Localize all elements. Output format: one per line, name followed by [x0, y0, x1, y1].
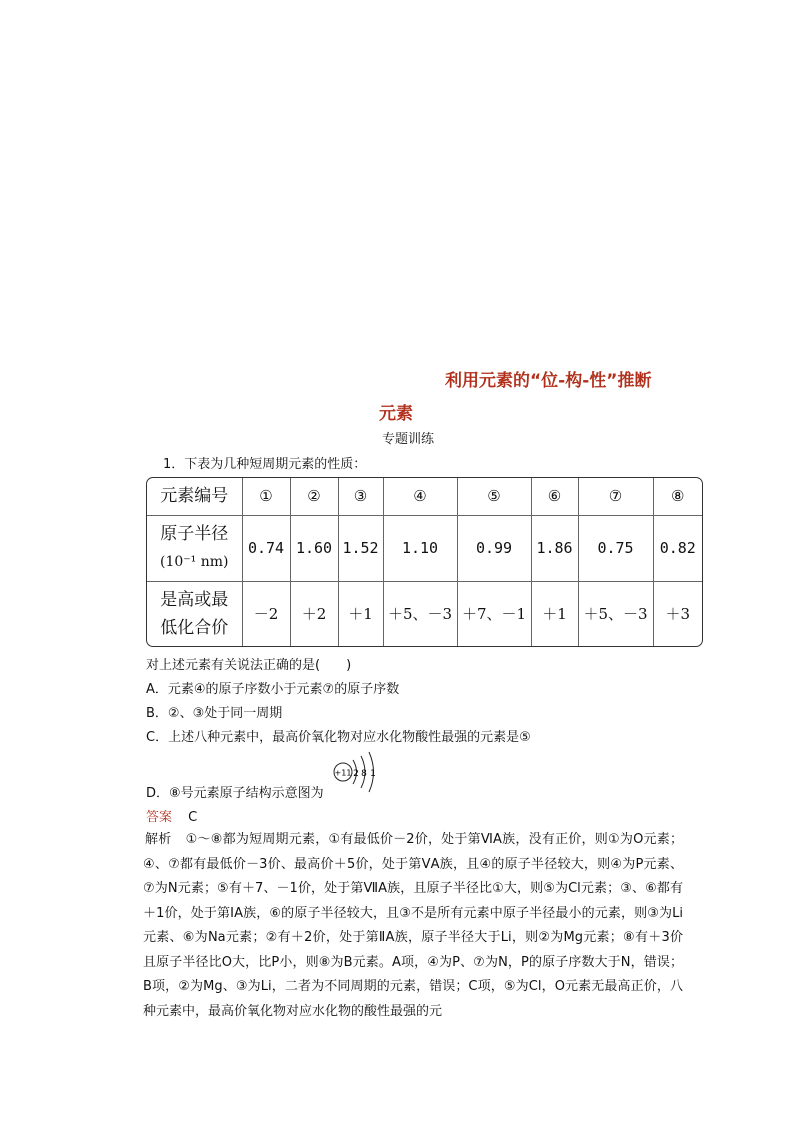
answer-label: 答案 — [146, 810, 173, 825]
table-cell: ③ — [338, 478, 383, 515]
table-cell: 0.99 — [457, 515, 531, 581]
table-cell: 1.10 — [383, 515, 457, 581]
table-cell: 1.60 — [290, 515, 338, 581]
table-cell: 0.82 — [653, 515, 702, 581]
table-row-atomic-radius — [147, 515, 702, 581]
element-properties-table — [146, 477, 703, 647]
table-cell: 0.74 — [242, 515, 290, 581]
atomic-structure-diagram — [330, 748, 386, 798]
table-cell: ⑤ — [457, 478, 531, 515]
table-cell: －2 — [242, 581, 290, 646]
table-cell: ② — [290, 478, 338, 515]
table-cell: 0.75 — [578, 515, 653, 581]
table-cell: ⑥ — [531, 478, 578, 515]
subtitle: 专题训练 — [382, 432, 435, 447]
table-cell: 1.86 — [531, 515, 578, 581]
table-cell: ① — [242, 478, 290, 515]
title-line1: 利用元素的“位-构-性”推断 — [445, 371, 652, 391]
table-cell: ⑦ — [578, 478, 653, 515]
answer-value: C — [188, 810, 198, 825]
question-text: 1．下表为几种短周期元素的性质： — [163, 457, 367, 472]
row-header: 原子半径 (10⁻¹ nm) — [147, 515, 242, 581]
table-cell: ＋1 — [531, 581, 578, 646]
analysis-text: ①～⑧都为短周期元素，①有最低价－2价，处于第ⅥA族，没有正价，则①为O元素；④、⑦都有最低价－3价、最高价＋5价，处于第ⅤA族，且④的原子半径较大，则④为P元素、⑦为N元素；⑤有＋7、－1价，处于第ⅦA族，且原子半径比①大，则⑤为Cl元素；③、⑥都有＋1价，处于第ⅠA族，⑥的原子半径较大，且③不是所有元素中原子半径最小的元素，则③为Li元素、⑥为Na元素；②有＋2价，处于第ⅡA族，原子半径大于Li，则②为Mg元素；⑧有＋3价且原子半径比O大，比P小，则⑧为B元素。A项，④为P、⑦为N，P的原子序数大于N，错误；B项，②为Mg、③为Li，二者为不同周期的元素，错误；C项，⑤为Cl，O元素无最高正价，八种元素中，最高价氧化物对应水化物的酸性最强的元 — [143, 832, 684, 1019]
option-b: B．②、③处于同一周期 — [146, 706, 283, 721]
table-cell: ⑧ — [653, 478, 702, 515]
table-cell: ＋5、－3 — [383, 581, 457, 646]
table-cell: ＋5、－3 — [578, 581, 653, 646]
shell-1-count: 2 — [353, 769, 359, 779]
title-line2: 元素 — [379, 404, 413, 424]
table-cell: ＋3 — [653, 581, 702, 646]
table-cell: ④ — [383, 478, 457, 515]
answer — [146, 806, 197, 825]
analysis-paragraph — [143, 828, 683, 1024]
prompt-text: 对上述元素有关说法正确的是( ) — [146, 658, 352, 673]
shell-3-count: 1 — [370, 769, 376, 779]
option-d: D．⑧号元素原子结构示意图为 — [146, 786, 324, 801]
option-c: C．上述八种元素中，最高价氧化物对应水化物酸性最强的元素是⑤ — [146, 730, 531, 745]
table-cell: 1.52 — [338, 515, 383, 581]
table-row-valence — [147, 581, 702, 646]
row-header: 元素编号 — [147, 478, 242, 515]
table-cell: ＋7、－1 — [457, 581, 531, 646]
table-cell: ＋2 — [290, 581, 338, 646]
option-a: A．元素④的原子序数小于元素⑦的原子序数 — [146, 682, 400, 697]
table-cell: ＋1 — [338, 581, 383, 646]
row-header: 是高或最 低化合价 — [147, 581, 242, 646]
shell-2-count: 8 — [361, 769, 367, 779]
table-row-element-number — [147, 478, 702, 515]
analysis-label: 解析 — [145, 832, 172, 847]
nucleus-label: +11 — [334, 768, 352, 778]
